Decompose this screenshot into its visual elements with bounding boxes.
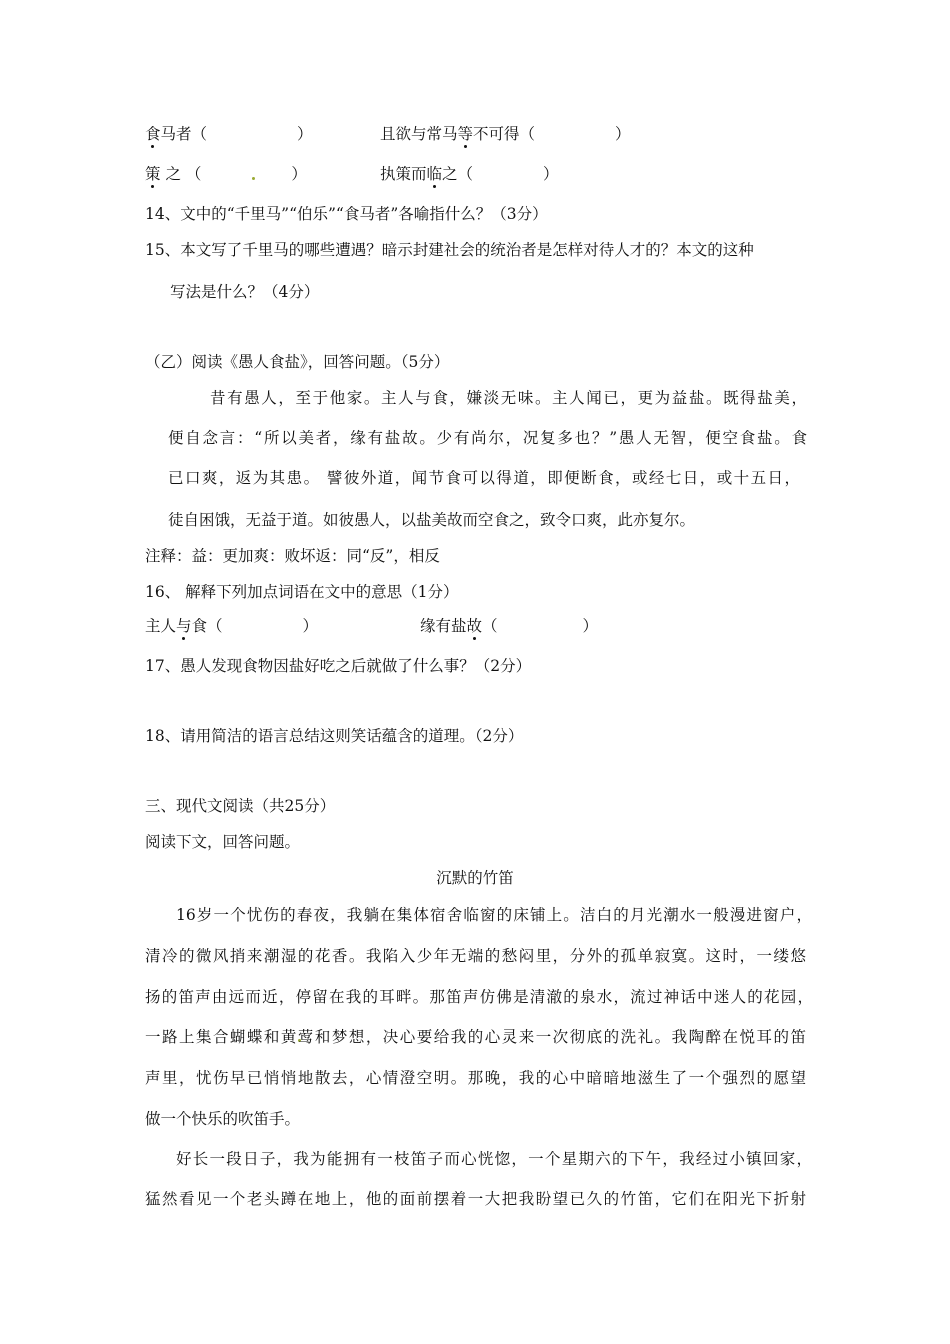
close-paren: ） xyxy=(302,617,319,635)
q13-item-ce xyxy=(145,164,307,184)
question-14: 14、文中的“千里马”“伯乐”“食马者”各喻指什么？（3分） xyxy=(145,205,548,223)
article-line: 一路上集合蝴蝶和黄莺和梦想，决心要给我的心灵来一次彻底的洗礼。我陶醉在悦耳的笛 xyxy=(145,1028,806,1046)
article-line: 猛然看见一个老头蹲在地上，他的面前摆着一大把我盼望已久的竹笛，它们在阳光下折射 xyxy=(145,1190,806,1208)
annotation-note: 注释：益：更加爽：败坏返：同“反”，相反 xyxy=(145,547,440,565)
article-line: 好长一段日子，我为能拥有一枝笛子而心恍惚，一个星期六的下午，我经过小镇回家， xyxy=(176,1150,812,1168)
article-line: 做一个快乐的吹笛手。 xyxy=(145,1110,301,1128)
passage-b-line: 便自念言：“所以美者，缘有盐故。少有尚尔，况复多也？”愚人无智，便空食盐。食 xyxy=(168,429,807,447)
dotted-char: 与 xyxy=(176,617,192,635)
q16-item-text: 食（ xyxy=(191,617,223,635)
passage-b-line: 已口爽，返为其患。 譬彼外道，闻节食可以得道，即便断食，或经七日，或十五日， xyxy=(168,469,800,487)
article-title: 沉默的竹笛 xyxy=(436,869,514,887)
q13-item-text: 之（ xyxy=(442,165,474,183)
q13-item-text: 马者（ xyxy=(160,125,208,143)
q13-item-lin xyxy=(380,164,559,184)
close-paren: ） xyxy=(615,125,631,143)
q16-item-text: 缘有盐 xyxy=(420,617,467,635)
question-15-line2: 写法是什么？（4分） xyxy=(170,283,320,301)
article-line: 声里，忧伤早已悄悄地散去，心情澄空明。那晚，我的心中暗暗地滋生了一个强烈的愿望 xyxy=(145,1069,806,1087)
q13-item-text: 执策而 xyxy=(380,165,427,183)
question-18: 18、请用简洁的语言总结这则笑话蕴含的道理。（2分） xyxy=(145,727,524,745)
q16-item-gu xyxy=(420,616,598,636)
q13-item-shi xyxy=(145,124,313,144)
close-paren: ） xyxy=(543,165,559,183)
close-paren: ） xyxy=(582,617,599,635)
close-paren: ） xyxy=(291,165,307,183)
close-paren: ） xyxy=(297,125,313,143)
passage-b-line: 徒自困饿，无益于道。如彼愚人，以盐美故而空食之，致令口爽，此亦复尔。 xyxy=(168,511,696,529)
passage-b-line: 昔有愚人，至于他家。主人与食，嫌淡无味。主人闻已，更为益盐。既得盐美， xyxy=(210,389,807,407)
question-15-line1: 15、本文写了千里马的哪些遭遇？暗示封建社会的统治者是怎样对待人才的？本文的这种 xyxy=(145,241,754,259)
q13-item-text: 不可得（ xyxy=(473,125,536,143)
dotted-char: 临 xyxy=(426,165,443,183)
dotted-char: 等 xyxy=(457,125,474,143)
dotted-char: 策 xyxy=(145,165,161,183)
q16-item-text: （ xyxy=(482,617,498,635)
question-17: 17、愚人发现食物因盐好吃之后就做了什么事？（2分） xyxy=(145,657,532,675)
section-3-title: 三、现代文阅读（共25分） xyxy=(145,797,336,815)
stray-mark xyxy=(252,177,255,180)
q13-item-deng xyxy=(380,124,631,144)
q13-item-text: 且欲与常马 xyxy=(380,125,458,143)
q13-item-text: 之 （ xyxy=(160,165,202,183)
article-line: 清冷的微风捎来潮湿的花香。我陷入少年无端的愁闷里，分外的孤单寂寞。这时，一缕悠 xyxy=(145,947,806,965)
section-3-instruction: 阅读下文，回答问题。 xyxy=(145,833,301,851)
dotted-char: 故 xyxy=(466,617,483,635)
article-line: 扬的笛声由远而近，停留在我的耳畔。那笛声仿佛是清澈的泉水，流过神话中迷人的花园， xyxy=(145,988,813,1006)
article-line: 16岁一个忧伤的春夜，我躺在集体宿舍临窗的床铺上。洁白的月光潮水一般漫进窗户， xyxy=(176,906,812,924)
part-b-title: （乙）阅读《愚人食盐》，回答问题。（5分） xyxy=(145,353,450,371)
q16-item-text: 主人 xyxy=(145,617,177,635)
dotted-char: 食 xyxy=(145,125,161,143)
question-16: 16、 解释下列加点词语在文中的意思（1分） xyxy=(145,583,459,601)
q16-item-yu xyxy=(145,616,318,636)
